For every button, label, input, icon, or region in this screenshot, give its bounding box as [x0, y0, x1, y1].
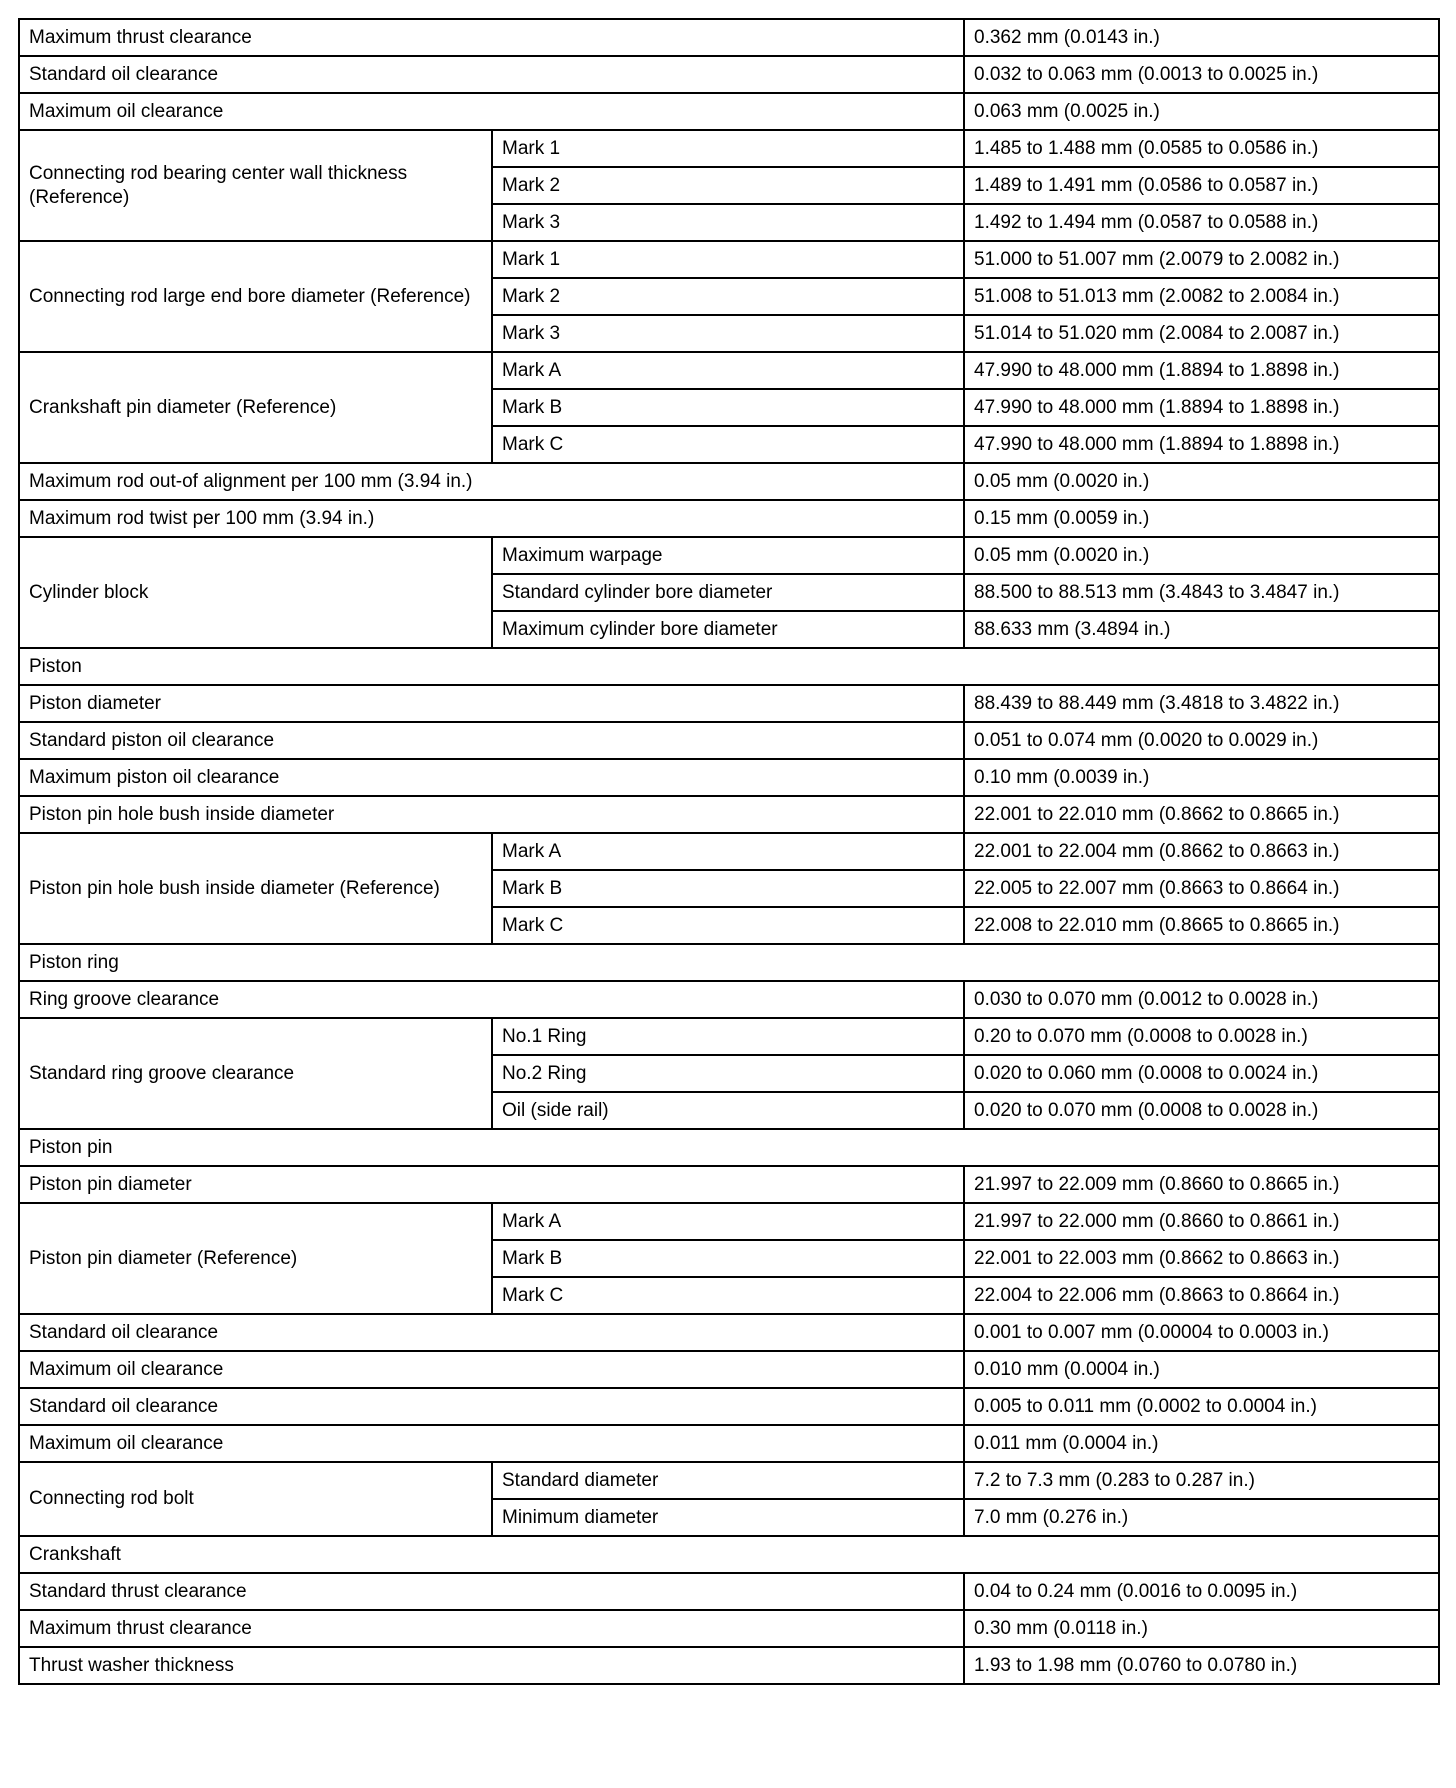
spec-value: 0.010 mm (0.0004 in.) — [964, 1351, 1439, 1388]
specification-table-body — [19, 19, 1439, 1684]
spec-value: 21.997 to 22.009 mm (0.8660 to 0.8665 in.) — [964, 1166, 1439, 1203]
table-row — [19, 1388, 1439, 1425]
spec-value: 22.001 to 22.010 mm (0.8662 to 0.8665 in.) — [964, 796, 1439, 833]
table-row — [19, 130, 1439, 167]
spec-sub-label: Maximum cylinder bore diameter — [492, 611, 964, 648]
spec-value: 0.05 mm (0.0020 in.) — [964, 537, 1439, 574]
spec-label: Maximum oil clearance — [19, 1351, 964, 1388]
spec-value: 22.005 to 22.007 mm (0.8663 to 0.8664 in.) — [964, 870, 1439, 907]
spec-label: Maximum thrust clearance — [19, 1610, 964, 1647]
spec-sub-label: Mark A — [492, 352, 964, 389]
table-row — [19, 796, 1439, 833]
table-row — [19, 1610, 1439, 1647]
spec-value: 47.990 to 48.000 mm (1.8894 to 1.8898 in.) — [964, 426, 1439, 463]
spec-value: 1.492 to 1.494 mm (0.0587 to 0.0588 in.) — [964, 204, 1439, 241]
spec-sub-label: Mark 1 — [492, 241, 964, 278]
spec-label: Standard piston oil clearance — [19, 722, 964, 759]
spec-sub-label: Mark 3 — [492, 204, 964, 241]
spec-value: 1.489 to 1.491 mm (0.0586 to 0.0587 in.) — [964, 167, 1439, 204]
spec-label: Thrust washer thickness — [19, 1647, 964, 1684]
spec-value: 0.063 mm (0.0025 in.) — [964, 93, 1439, 130]
spec-group-label: Connecting rod bolt — [19, 1462, 492, 1536]
spec-sub-label: Mark B — [492, 389, 964, 426]
spec-value: 0.032 to 0.063 mm (0.0013 to 0.0025 in.) — [964, 56, 1439, 93]
spec-group-label: Cylinder block — [19, 537, 492, 648]
spec-value: 47.990 to 48.000 mm (1.8894 to 1.8898 in.) — [964, 352, 1439, 389]
spec-value: 0.362 mm (0.0143 in.) — [964, 19, 1439, 56]
spec-value: 22.001 to 22.003 mm (0.8662 to 0.8663 in.) — [964, 1240, 1439, 1277]
spec-value: 0.04 to 0.24 mm (0.0016 to 0.0095 in.) — [964, 1573, 1439, 1610]
table-row — [19, 833, 1439, 870]
table-row — [19, 1425, 1439, 1462]
table-row — [19, 1166, 1439, 1203]
spec-sub-label: Oil (side rail) — [492, 1092, 964, 1129]
spec-value: 22.004 to 22.006 mm (0.8663 to 0.8664 in.) — [964, 1277, 1439, 1314]
spec-sub-label: No.1 Ring — [492, 1018, 964, 1055]
section-heading: Piston pin — [19, 1129, 1439, 1166]
spec-sub-label: Mark A — [492, 833, 964, 870]
table-row — [19, 537, 1439, 574]
spec-label: Maximum piston oil clearance — [19, 759, 964, 796]
spec-sub-label: Mark C — [492, 907, 964, 944]
spec-sub-label: Mark 1 — [492, 130, 964, 167]
table-row — [19, 1018, 1439, 1055]
section-row — [19, 944, 1439, 981]
spec-group-label: Connecting rod bearing center wall thickness (Reference) — [19, 130, 492, 241]
spec-group-label: Piston pin diameter (Reference) — [19, 1203, 492, 1314]
table-row — [19, 1462, 1439, 1499]
spec-sub-label: Mark B — [492, 870, 964, 907]
spec-sub-label: Mark 2 — [492, 167, 964, 204]
spec-value: 1.485 to 1.488 mm (0.0585 to 0.0586 in.) — [964, 130, 1439, 167]
spec-label: Standard oil clearance — [19, 1314, 964, 1351]
spec-value: 0.20 to 0.070 mm (0.0008 to 0.0028 in.) — [964, 1018, 1439, 1055]
spec-value: 1.93 to 1.98 mm (0.0760 to 0.0780 in.) — [964, 1647, 1439, 1684]
spec-sub-label: Standard diameter — [492, 1462, 964, 1499]
spec-sub-label: Mark C — [492, 426, 964, 463]
spec-group-label: Crankshaft pin diameter (Reference) — [19, 352, 492, 463]
spec-label: Standard oil clearance — [19, 56, 964, 93]
table-row — [19, 19, 1439, 56]
spec-sub-label: Standard cylinder bore diameter — [492, 574, 964, 611]
spec-value: 47.990 to 48.000 mm (1.8894 to 1.8898 in.) — [964, 389, 1439, 426]
spec-value: 0.30 mm (0.0118 in.) — [964, 1610, 1439, 1647]
spec-value: 0.051 to 0.074 mm (0.0020 to 0.0029 in.) — [964, 722, 1439, 759]
table-row — [19, 1314, 1439, 1351]
spec-value: 0.005 to 0.011 mm (0.0002 to 0.0004 in.) — [964, 1388, 1439, 1425]
table-row — [19, 685, 1439, 722]
spec-value: 88.439 to 88.449 mm (3.4818 to 3.4822 in.) — [964, 685, 1439, 722]
spec-group-label: Piston pin hole bush inside diameter (Reference) — [19, 833, 492, 944]
table-row — [19, 1647, 1439, 1684]
spec-label: Standard thrust clearance — [19, 1573, 964, 1610]
spec-sub-label: Mark A — [492, 1203, 964, 1240]
spec-label: Maximum rod twist per 100 mm (3.94 in.) — [19, 500, 964, 537]
spec-value: 21.997 to 22.000 mm (0.8660 to 0.8661 in.) — [964, 1203, 1439, 1240]
table-row — [19, 759, 1439, 796]
section-row — [19, 1129, 1439, 1166]
spec-value: 22.001 to 22.004 mm (0.8662 to 0.8663 in.) — [964, 833, 1439, 870]
spec-sub-label: Minimum diameter — [492, 1499, 964, 1536]
section-heading: Piston ring — [19, 944, 1439, 981]
spec-label: Piston pin diameter — [19, 1166, 964, 1203]
spec-value: 88.500 to 88.513 mm (3.4843 to 3.4847 in.) — [964, 574, 1439, 611]
spec-value: 0.05 mm (0.0020 in.) — [964, 463, 1439, 500]
spec-value: 22.008 to 22.010 mm (0.8665 to 0.8665 in.) — [964, 907, 1439, 944]
table-row — [19, 93, 1439, 130]
table-row — [19, 500, 1439, 537]
spec-value: 51.014 to 51.020 mm (2.0084 to 2.0087 in.) — [964, 315, 1439, 352]
spec-group-label: Standard ring groove clearance — [19, 1018, 492, 1129]
spec-value: 0.011 mm (0.0004 in.) — [964, 1425, 1439, 1462]
section-heading: Crankshaft — [19, 1536, 1439, 1573]
spec-label: Maximum rod out-of alignment per 100 mm (3.94 in.) — [19, 463, 964, 500]
spec-value: 0.15 mm (0.0059 in.) — [964, 500, 1439, 537]
spec-sub-label: Mark C — [492, 1277, 964, 1314]
spec-value: 0.020 to 0.070 mm (0.0008 to 0.0028 in.) — [964, 1092, 1439, 1129]
section-heading: Piston — [19, 648, 1439, 685]
spec-label: Maximum thrust clearance — [19, 19, 964, 56]
spec-sub-label: Mark 2 — [492, 278, 964, 315]
spec-label: Maximum oil clearance — [19, 1425, 964, 1462]
spec-sub-label: Mark B — [492, 1240, 964, 1277]
spec-label: Piston pin hole bush inside diameter — [19, 796, 964, 833]
table-row — [19, 1203, 1439, 1240]
spec-value: 51.000 to 51.007 mm (2.0079 to 2.0082 in.) — [964, 241, 1439, 278]
table-row — [19, 981, 1439, 1018]
table-row — [19, 463, 1439, 500]
table-row — [19, 352, 1439, 389]
spec-value: 0.10 mm (0.0039 in.) — [964, 759, 1439, 796]
spec-label: Maximum oil clearance — [19, 93, 964, 130]
spec-value: 7.0 mm (0.276 in.) — [964, 1499, 1439, 1536]
spec-group-label: Connecting rod large end bore diameter (Reference) — [19, 241, 492, 352]
spec-value: 0.030 to 0.070 mm (0.0012 to 0.0028 in.) — [964, 981, 1439, 1018]
spec-value: 88.633 mm (3.4894 in.) — [964, 611, 1439, 648]
spec-value: 51.008 to 51.013 mm (2.0082 to 2.0084 in.) — [964, 278, 1439, 315]
section-row — [19, 1536, 1439, 1573]
spec-value: 0.001 to 0.007 mm (0.00004 to 0.0003 in.) — [964, 1314, 1439, 1351]
specification-table — [18, 18, 1440, 1685]
table-row — [19, 1351, 1439, 1388]
section-row — [19, 648, 1439, 685]
spec-label: Piston diameter — [19, 685, 964, 722]
spec-sub-label: Maximum warpage — [492, 537, 964, 574]
table-row — [19, 241, 1439, 278]
spec-sub-label: Mark 3 — [492, 315, 964, 352]
spec-value: 0.020 to 0.060 mm (0.0008 to 0.0024 in.) — [964, 1055, 1439, 1092]
table-row — [19, 1573, 1439, 1610]
spec-label: Standard oil clearance — [19, 1388, 964, 1425]
spec-sub-label: No.2 Ring — [492, 1055, 964, 1092]
spec-value: 7.2 to 7.3 mm (0.283 to 0.287 in.) — [964, 1462, 1439, 1499]
spec-label: Ring groove clearance — [19, 981, 964, 1018]
table-row — [19, 56, 1439, 93]
table-row — [19, 722, 1439, 759]
